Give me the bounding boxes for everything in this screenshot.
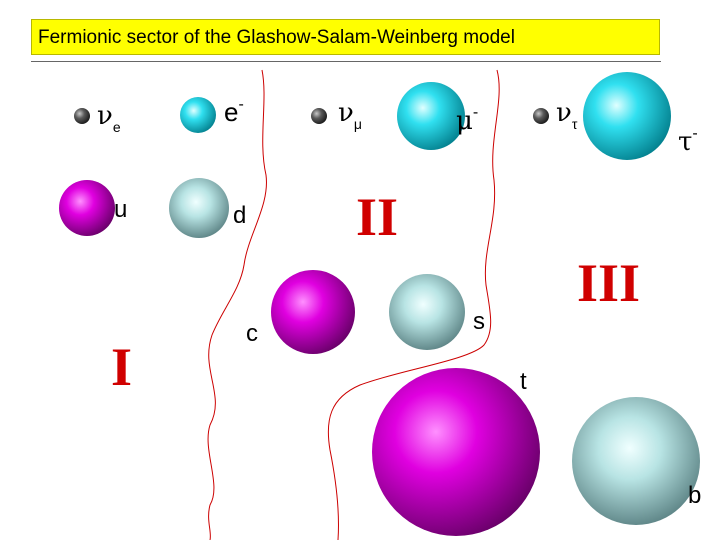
charm-quark-label: c — [246, 320, 258, 347]
generation-divider-1 — [208, 70, 266, 540]
nu-mu-label: $\nu_\mu$ — [338, 98, 362, 132]
strange-quark-label: s — [473, 308, 485, 335]
nu-e-label: $\nu_e$ — [97, 101, 121, 135]
nu-tau-ball — [533, 108, 549, 124]
muon-label: μ- — [456, 104, 479, 136]
up-quark-label: u — [114, 196, 128, 223]
bottom-quark-label: b — [688, 482, 702, 509]
charm-quark-ball — [271, 270, 355, 354]
electron-ball — [180, 97, 216, 133]
up-quark-ball — [59, 180, 115, 236]
down-quark-ball — [169, 178, 229, 238]
strange-quark-ball — [389, 274, 465, 350]
generation-3-label: III — [577, 253, 641, 313]
nu-tau-label: $\nu_\tau$ — [556, 98, 578, 132]
page-title: Fermionic sector of the Glashow-Salam-Weinberg model — [38, 27, 515, 48]
down-quark-label: d — [233, 202, 247, 229]
generation-1-label: I — [111, 337, 133, 397]
tau-label: τ- — [678, 125, 698, 157]
nu-mu-ball — [311, 108, 327, 124]
nu-e-ball — [74, 108, 90, 124]
tau-ball — [583, 72, 671, 160]
top-quark-ball — [372, 368, 540, 536]
generation-2-label: II — [356, 187, 399, 247]
bottom-quark-ball — [572, 397, 700, 525]
electron-label: e- — [224, 96, 244, 127]
muon-ball — [397, 82, 465, 150]
top-quark-label: t — [520, 368, 527, 395]
